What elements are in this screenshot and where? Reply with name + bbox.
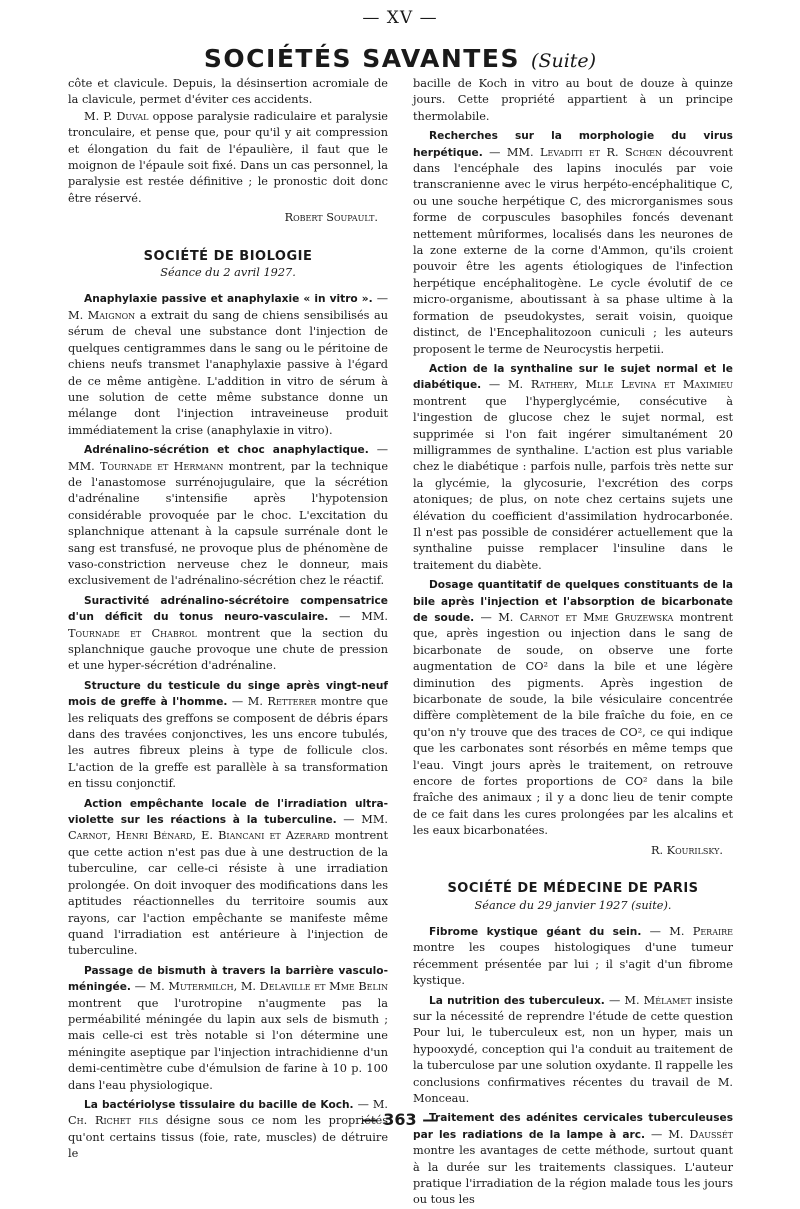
body: montre les coupes histologiques d'une tumeur récemment présentée par lui ; il s'agit d'un fibrome kystique. — [413, 941, 733, 988]
entry — [68, 593, 388, 675]
author: — MM. Carnot, Henri Bénard, E. Biancani et Azerard — [68, 813, 388, 843]
section-date: Séance du 2 avril 1927. — [160, 266, 296, 280]
entry-title: Passage de bismuth à travers la barrière vasculo-méningée. — [68, 964, 388, 994]
left-column — [68, 76, 388, 1163]
entry — [413, 924, 733, 990]
body: montrent que la section du splanchnique gauche provoque une chute de pression et une hyper-sécrétion d'adrénaline. — [68, 626, 388, 673]
entry-title: Anaphylaxie passive et anaphylaxie « in vitro ». — [84, 293, 373, 306]
entry-title: Structure du testicule du singe après vingt-neuf mois de greffe à l'homme. — [68, 679, 388, 709]
entry — [68, 963, 388, 1094]
header-title: SOCIÉTÉS SAVANTES — [203, 44, 520, 73]
author: — M. Mutermilch, M. Delaville et Mme Belin — [130, 980, 388, 994]
author: — M. Peraire — [641, 924, 733, 938]
entry — [68, 291, 388, 439]
body: insiste sur la nécessité de reprendre l'étude de cette question Pour lui, le tuberculeux est, non un hyper, mais un hypooxydé, conception qui l'a conduit au traitement de la tuberculose par une solution oxydante. Il rappelle les conclusions confirmatives récentes du travail de M. Monceau. — [413, 993, 734, 1105]
running-header — [0, 44, 800, 73]
body: désigne sous ce nom les propriétés qu'ont certains tissus (foie, rate, muscles) de détruire le — [68, 1114, 388, 1161]
section-date: Séance du 29 janvier 1927 (suite). — [474, 898, 672, 912]
right-column — [413, 76, 733, 1209]
body: découvrent dans l'encéphale des lapins inoculés par voie transcranienne avec le virus herpéto-encéphalitique C, ou une souche herpétique C, des microrganismes sous forme de corpuscules basophiles foncés devenant nettement mûriformes, localisés dans les neurones de la zone externe de la corne d'Ammon, qu'ils croient pouvoir être les agents étiologiques de l'infection herpétique encéphalitogène. Le cycle évolutif de ce micro-organisme, aboutissant à sa phase ultime à la formation de pseudokystes, serait voisin, quoique distinct, de l'Encephalitozoon cuniculi ; les auteurs proposent le terme de Neurocystis herpetii. — [413, 145, 733, 356]
body: montrent, par la technique de l'anastomose surrénojugulaire, que la sécrétion d'adrénaline s'intensifie après l'hypotension considérable provoquée par le choc. L'excitation du splanchnique attenant à la capsule surrénale dont le sang est transfusé, ne provoque plus de phénomène de vaso-constriction nerveuse chez le donneur, mais exclusivement de l'adrénalino-sécrétion chez le réactif. — [68, 459, 389, 588]
body: montre que les reliquats des greffons se composent de débris épars dans des travées conjonctives, les uns encore tubulés, les autres fibreux pleins à type de follicule clos. L'action de la greffe est parallèle à sa transformation en tissu conjonctif. — [68, 695, 389, 791]
author: — MM. Tournade et Hermann — [68, 443, 389, 473]
paragraph: bacille de Koch in vitro au bout de douze à quinze jours. Cette propriété appartient à un principe thermolabile. — [413, 77, 733, 123]
entry-title: Action empêchante locale de l'irradiation ultra-violette sur les réactions à la tuberculine. — [68, 797, 388, 827]
entry-title: La nutrition des tuberculeux. — [429, 994, 605, 1007]
signature: Robert Soupault. — [284, 211, 378, 225]
paragraph — [68, 109, 388, 207]
body: oppose paralysie radiculaire et paralysie tronculaire, et pense que, pour qu'il y ait compression et élongation du fait de l'épaulière, il faut que le moignon de l'épaule soit fixé. Dans un cas personnel, la paralysie est restée définitive ; le pronostic doit donc être réservé. — [68, 109, 388, 205]
section-title: SOCIÉTÉ DE MÉDECINE DE PARIS — [447, 881, 699, 897]
entry — [413, 577, 733, 840]
entry-title: Recherches sur la morphologie du virus herpétique. — [413, 130, 733, 159]
entry — [413, 361, 733, 574]
section-title: SOCIÉTÉ DE BIOLOGIE — [143, 248, 313, 264]
author: M. P. Duval — [84, 109, 149, 123]
entry-title: Fibrome kystique géant du sein. — [429, 925, 642, 938]
entry-title: Action de la synthaline sur le sujet normal et le diabétique. — [413, 362, 733, 392]
header-suite: (Suite) — [531, 50, 597, 72]
author: — M. Rathery, Mlle Levina et Maximieu — [481, 378, 733, 392]
entry — [68, 1097, 388, 1163]
author: — M. Carnot et Mme Gruzewska — [474, 611, 674, 624]
entry — [68, 796, 388, 960]
entry-title: Dosage quantitatif de quelques constituants de la bile après l'injection et l'absorption de bicarbonate de soude. — [413, 579, 733, 624]
body: montrent que l'hyperglycémie, consécutive à l'ingestion de glucose chez le sujet normal, est supprimée si l'on fait ingérer simultanément 20 milligrammes de synthaline. L'action est plus variable chez le diabétique : parfois nulle, parfois très nette sur la glycémie, la glycosurie, l'excrétion des corps atoniques; de plus, on note chez certains sujets une élévation du coefficient d'assimilation hydrocarbonée. Il n'est pas possible de considérer actuellement que la synthaline puisse remplacer l'insuline dans le traitement du diabète. — [413, 394, 733, 572]
entry — [413, 993, 733, 1108]
body: a extrait du sang de chiens sensibilisés au sérum de cheval une substance dont l'injection de quelques centigrammes dans le sang ou le péritoine de chiens neufs transmet l'anaphylaxie passive à l'égard de ce même antigène. L'addition in vitro de sérum à une solution de cette même substance donne un mélange dont l'injection intraveineuse produit immédiatement la crise (anaphylaxie in vitro). — [68, 308, 388, 437]
entry — [68, 442, 388, 590]
body: montrent que cette action n'est pas due à une destruction de la tuberculine, car celle-ci résiste à une irradiation prolongée. On doit invoquer des modifications dans les aptitudes réactionnelles du territoire soumis aux rayons, car l'action empêchante se manifeste même quand l'irradiation est antérieure à l'injection de tuberculine. — [68, 829, 388, 958]
entry-title: La bactériolyse tissulaire du bacille de Koch. — [84, 1098, 354, 1111]
entry — [413, 128, 733, 358]
author: — M. Ch. Richet fils — [68, 1097, 389, 1128]
signature: R. Kourilsky. — [650, 843, 723, 857]
author: — M. Mélamet — [604, 993, 692, 1007]
entry-title: Suractivité adrénalino-sécrétoire compensatrice d'un déficit du tonus neuro-vasculaire. — [68, 594, 388, 624]
paragraph: côte et clavicule. Depuis, la désinsertion acromiale de la clavicule, permet d'éviter ces accidents. — [68, 77, 388, 107]
entry-title: Traitement des adénites cervicales tuberculeuses par les radiations de la lampe à arc. — [413, 1112, 733, 1141]
page-number-roman: — XV — — [362, 8, 438, 28]
author: — MM. Levaditi et R. Schœn — [482, 145, 662, 159]
page-number: — 363 — — [361, 1110, 439, 1129]
author: — MM. Tournade et Chabrol — [68, 610, 388, 640]
entry-title: Adrénalino-sécrétion et choc anaphylactique. — [84, 444, 369, 457]
entry — [68, 678, 388, 793]
body: montrent que, après ingestion ou injection dans le sang de bicarbonate de soude, on observe une forte augmentation de CO² dans la bile et une légère diminution des pigments. Après ingestion de bicarbonate de soude, la bile vésiculaire concentrée diffère complètement de la bile fraîche du foie, en ce qu'on n'y trouve que des traces de CO², ce qui indique que les carbonates sont résorbés en même temps que l'eau. Vingt jours après le traitement, on retrouve encore de fortes proportions de CO² dans la bile fraîche des animaux ; il y a donc lieu de tenir compte de ce fait dans les cures prolongées par les alcalins et les eaux bicarbonatées. — [413, 611, 734, 838]
author: — M. Retterer — [227, 695, 317, 709]
author: — M. Daussét — [645, 1127, 733, 1141]
author: — M. Maignon — [68, 292, 388, 322]
body: montre les avantages de cette méthode, surtout quant à la durée sur les traitements classiques. L'auteur pratique l'irradiation de la région malade tous les jours ou tous les — [413, 1144, 733, 1207]
body: montrent que l'urotropine n'augmente pas la perméabilité méningée du lapin aux sels de bismuth ; mais celle-ci est très notable si l'on détermine une méningite aseptique par l'injection intrachidienne d'un demi-centimètre cube d'émulsion de farine à 10 p. 100 dans l'eau physiologique. — [68, 996, 388, 1092]
